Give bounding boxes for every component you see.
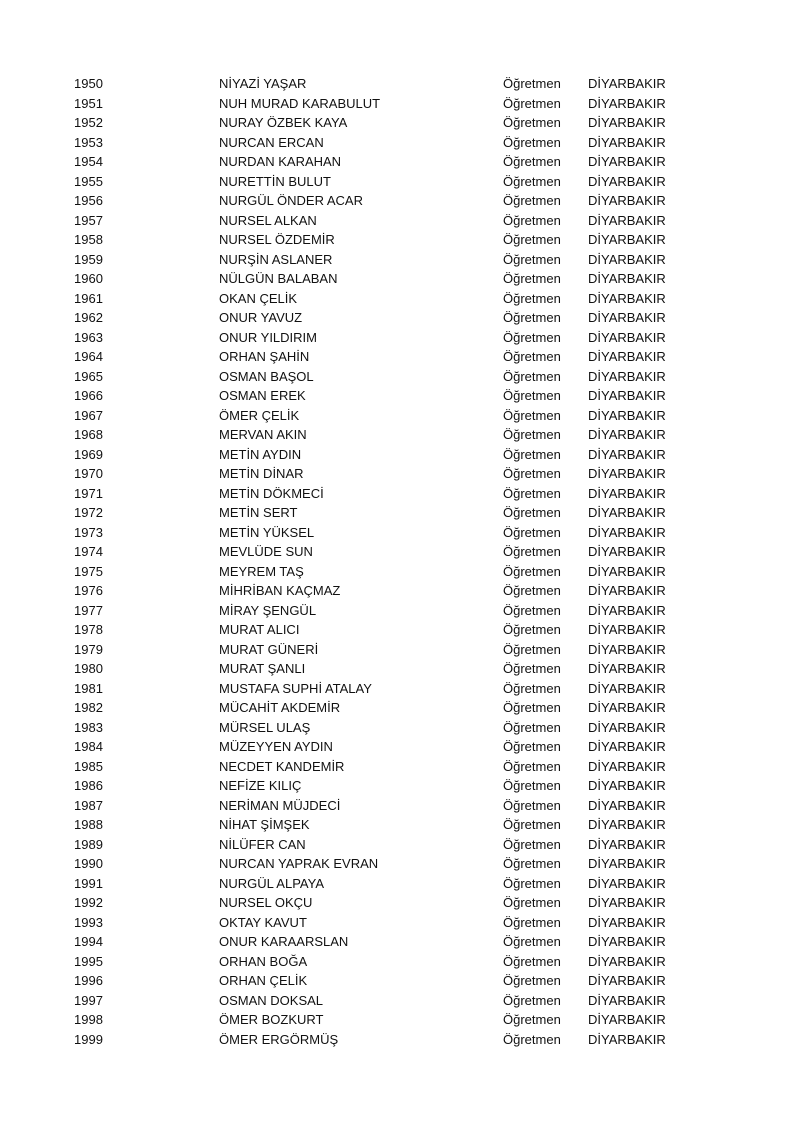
occupation: Öğretmen [503,349,561,364]
person-name: NURETTİN BULUT [219,173,331,189]
row-number: 1986 [74,778,103,793]
row-number: 1995 [74,953,103,969]
city: DİYARBAKIR [588,173,666,189]
occupation: Öğretmen [503,485,561,501]
list-row [0,464,800,484]
list-row [0,796,800,816]
list-row [0,835,800,855]
occupation: Öğretmen [503,602,561,618]
occupation: Öğretmen [503,388,561,403]
row-number: 1999 [74,1031,103,1047]
list-row [0,718,800,738]
person-name: MÜZEYYEN AYDIN [219,739,333,754]
row-number: 1997 [74,992,103,1008]
city: DİYARBAKIR [588,251,666,267]
list-row [0,523,800,543]
list-row [0,250,800,270]
occupation: Öğretmen [503,661,561,676]
row-number: 1974 [74,544,103,559]
occupation: Öğretmen [503,700,561,715]
row-number: 1964 [74,349,103,364]
occupation: Öğretmen [503,544,561,559]
row-number: 1957 [74,212,103,228]
person-name: ÖMER ERGÖRMÜŞ [219,1031,339,1047]
occupation: Öğretmen [503,739,561,754]
person-name: ÖMER ÇELİK [219,407,300,423]
occupation: Öğretmen [503,719,561,735]
list-row [0,874,800,894]
occupation: Öğretmen [503,583,561,598]
person-name: NURAY ÖZBEK KAYA [219,115,348,130]
occupation: Öğretmen [503,875,561,891]
row-number: 1978 [74,622,103,637]
row-number: 1954 [74,154,103,169]
occupation: Öğretmen [503,505,561,520]
list-row [0,269,800,289]
row-number: 1981 [74,680,103,696]
city: DİYARBAKIR [588,700,666,715]
row-number: 1991 [74,875,103,891]
list-row [0,776,800,796]
list-row [0,659,800,679]
occupation: Öğretmen [503,193,561,208]
person-name: NURSEL ALKAN [219,212,317,228]
occupation: Öğretmen [503,446,561,462]
city: DİYARBAKIR [588,134,666,150]
person-name: ORHAN ÇELİK [219,973,308,988]
list-row [0,484,800,504]
occupation: Öğretmen [503,1012,561,1027]
row-number: 1975 [74,563,103,579]
person-name: NERİMAN MÜJDECİ [219,797,341,813]
occupation: Öğretmen [503,95,561,111]
occupation: Öğretmen [503,290,561,306]
city: DİYARBAKIR [588,1031,666,1047]
city: DİYARBAKIR [588,1012,666,1027]
city: DİYARBAKIR [588,310,666,325]
list-row [0,581,800,601]
list-row [0,445,800,465]
city: DİYARBAKIR [588,388,666,403]
city: DİYARBAKIR [588,115,666,130]
row-number: 1984 [74,739,103,754]
city: DİYARBAKIR [588,914,666,930]
city: DİYARBAKIR [588,485,666,501]
row-number: 1960 [74,271,103,286]
occupation: Öğretmen [503,466,561,481]
city: DİYARBAKIR [588,95,666,111]
person-name: NURSEL OKÇU [219,895,313,910]
row-number: 1950 [74,76,103,91]
list-row [0,94,800,114]
row-number: 1961 [74,290,103,306]
list-row [0,601,800,621]
list-row [0,737,800,757]
row-number: 1971 [74,485,103,501]
city: DİYARBAKIR [588,583,666,598]
person-name: MUSTAFA SUPHİ ATALAY [219,680,372,696]
occupation: Öğretmen [503,914,561,930]
person-name: OKAN ÇELİK [219,290,298,306]
list-row [0,932,800,952]
person-name: METİN YÜKSEL [219,524,315,540]
occupation: Öğretmen [503,622,561,637]
city: DİYARBAKIR [588,212,666,228]
row-number: 1968 [74,427,103,442]
city: DİYARBAKIR [588,836,666,852]
person-name: ONUR KARAARSLAN [219,934,349,949]
occupation: Öğretmen [503,154,561,169]
person-name: ÖMER BOZKURT [219,1012,324,1027]
person-name: METİN DÖKMECİ [219,485,324,501]
row-number: 1992 [74,895,103,910]
row-number: 1989 [74,836,103,852]
person-name: MÜCAHİT AKDEMİR [219,700,341,715]
row-number: 1996 [74,973,103,988]
person-name: MEVLÜDE SUN [219,544,313,559]
city: DİYARBAKIR [588,466,666,481]
city: DİYARBAKIR [588,778,666,793]
city: DİYARBAKIR [588,797,666,813]
person-name: MURAT GÜNERİ [219,641,319,657]
occupation: Öğretmen [503,992,561,1008]
city: DİYARBAKIR [588,154,666,169]
list-row [0,815,800,835]
row-number: 1977 [74,602,103,618]
occupation: Öğretmen [503,836,561,852]
list-row [0,893,800,913]
row-number: 1952 [74,115,103,130]
list-row [0,211,800,231]
row-number: 1972 [74,505,103,520]
city: DİYARBAKIR [588,524,666,540]
row-number: 1988 [74,817,103,832]
city: DİYARBAKIR [588,992,666,1008]
occupation: Öğretmen [503,856,561,871]
list-row [0,172,800,192]
city: DİYARBAKIR [588,856,666,871]
city: DİYARBAKIR [588,817,666,832]
city: DİYARBAKIR [588,739,666,754]
list-row [0,971,800,991]
city: DİYARBAKIR [588,271,666,286]
person-name: NURŞİN ASLANER [219,251,333,267]
person-name: NEFİZE KILIÇ [219,778,302,793]
occupation: Öğretmen [503,934,561,949]
occupation: Öğretmen [503,212,561,228]
list-row [0,757,800,777]
occupation: Öğretmen [503,368,561,384]
occupation: Öğretmen [503,134,561,150]
occupation: Öğretmen [503,563,561,579]
city: DİYARBAKIR [588,505,666,520]
list-row [0,367,800,387]
row-number: 1955 [74,173,103,189]
city: DİYARBAKIR [588,76,666,91]
list-row [0,952,800,972]
person-name: ORHAN ŞAHİN [219,349,310,364]
person-name: ONUR YAVUZ [219,310,303,325]
list-row [0,406,800,426]
person-name: METİN AYDIN [219,446,302,462]
occupation: Öğretmen [503,115,561,130]
city: DİYARBAKIR [588,680,666,696]
person-name: NURCAN YAPRAK EVRAN [219,856,379,871]
row-number: 1998 [74,1012,103,1027]
person-name: MİHRİBAN KAÇMAZ [219,583,341,598]
row-number: 1994 [74,934,103,949]
occupation: Öğretmen [503,973,561,988]
list-row [0,562,800,582]
list-row [0,386,800,406]
list-row [0,347,800,367]
person-name: NURGÜL ALPAYA [219,875,324,891]
list-row [0,425,800,445]
row-number: 1962 [74,310,103,325]
person-name: METİN SERT [219,505,298,520]
row-number: 1959 [74,251,103,267]
person-name: ORHAN BOĞA [219,953,308,969]
person-name: MERVAN AKIN [219,427,307,442]
list-row [0,620,800,640]
city: DİYARBAKIR [588,427,666,442]
city: DİYARBAKIR [588,875,666,891]
city: DİYARBAKIR [588,973,666,988]
occupation: Öğretmen [503,407,561,423]
person-name: OKTAY KAVUT [219,914,307,930]
occupation: Öğretmen [503,232,561,247]
list-row [0,640,800,660]
person-name: NÜLGÜN BALABAN [219,271,338,286]
person-name: NURSEL ÖZDEMİR [219,232,335,247]
row-number: 1965 [74,368,103,384]
person-name: MİRAY ŞENGÜL [219,602,317,618]
city: DİYARBAKIR [588,758,666,774]
occupation: Öğretmen [503,524,561,540]
row-number: 1985 [74,758,103,774]
person-name: NİHAT ŞİMŞEK [219,817,310,832]
list-row [0,913,800,933]
occupation: Öğretmen [503,797,561,813]
occupation: Öğretmen [503,329,561,345]
occupation: Öğretmen [503,251,561,267]
occupation: Öğretmen [503,76,561,91]
row-number: 1987 [74,797,103,813]
list-row [0,698,800,718]
occupation: Öğretmen [503,173,561,189]
row-number: 1956 [74,193,103,208]
city: DİYARBAKIR [588,446,666,462]
list-row [0,191,800,211]
list-row [0,991,800,1011]
occupation: Öğretmen [503,817,561,832]
row-number: 1982 [74,700,103,715]
row-number: 1967 [74,407,103,423]
person-name: MURAT ŞANLI [219,661,306,676]
city: DİYARBAKIR [588,407,666,423]
person-name: NUH MURAD KARABULUT [219,95,381,111]
row-number: 1958 [74,232,103,247]
city: DİYARBAKIR [588,622,666,637]
row-number: 1963 [74,329,103,345]
person-name: OSMAN DOKSAL [219,992,324,1008]
occupation: Öğretmen [503,427,561,442]
city: DİYARBAKIR [588,563,666,579]
person-name: NİYAZİ YAŞAR [219,76,307,91]
occupation: Öğretmen [503,758,561,774]
city: DİYARBAKIR [588,661,666,676]
list-row [0,503,800,523]
list-row [0,1010,800,1030]
city: DİYARBAKIR [588,290,666,306]
person-name: MEYREM TAŞ [219,563,304,579]
occupation: Öğretmen [503,1031,561,1047]
occupation: Öğretmen [503,895,561,910]
city: DİYARBAKIR [588,193,666,208]
occupation: Öğretmen [503,310,561,325]
row-number: 1993 [74,914,103,930]
row-number: 1990 [74,856,103,871]
city: DİYARBAKIR [588,953,666,969]
person-name: OSMAN BAŞOL [219,368,314,384]
row-number: 1973 [74,524,103,540]
city: DİYARBAKIR [588,934,666,949]
list-row [0,854,800,874]
occupation: Öğretmen [503,953,561,969]
teacher-list [0,74,800,1049]
city: DİYARBAKIR [588,602,666,618]
person-name: MÜRSEL ULAŞ [219,719,311,735]
list-row [0,133,800,153]
list-row [0,328,800,348]
person-name: NURDAN KARAHAN [219,154,342,169]
row-number: 1953 [74,134,103,150]
person-name: ONUR YILDIRIM [219,329,317,345]
city: DİYARBAKIR [588,232,666,247]
row-number: 1969 [74,446,103,462]
person-name: MURAT ALICI [219,622,300,637]
row-number: 1980 [74,661,103,676]
list-row [0,289,800,309]
person-name: METİN DİNAR [219,466,304,481]
person-name: NURGÜL ÖNDER ACAR [219,193,363,208]
occupation: Öğretmen [503,271,561,286]
occupation: Öğretmen [503,680,561,696]
occupation: Öğretmen [503,778,561,793]
city: DİYARBAKIR [588,895,666,910]
city: DİYARBAKIR [588,544,666,559]
person-name: OSMAN EREK [219,388,306,403]
row-number: 1966 [74,388,103,403]
list-row [0,74,800,94]
list-row [0,230,800,250]
list-row [0,542,800,562]
list-row [0,113,800,133]
city: DİYARBAKIR [588,641,666,657]
row-number: 1951 [74,95,103,111]
list-row [0,308,800,328]
person-name: NURCAN ERCAN [219,134,324,150]
list-row [0,152,800,172]
list-row [0,679,800,699]
row-number: 1970 [74,466,103,481]
city: DİYARBAKIR [588,368,666,384]
city: DİYARBAKIR [588,719,666,735]
list-row [0,1030,800,1050]
row-number: 1983 [74,719,103,735]
person-name: NECDET KANDEMİR [219,758,345,774]
occupation: Öğretmen [503,641,561,657]
person-name: NİLÜFER CAN [219,836,306,852]
city: DİYARBAKIR [588,329,666,345]
row-number: 1976 [74,583,103,598]
row-number: 1979 [74,641,103,657]
city: DİYARBAKIR [588,349,666,364]
